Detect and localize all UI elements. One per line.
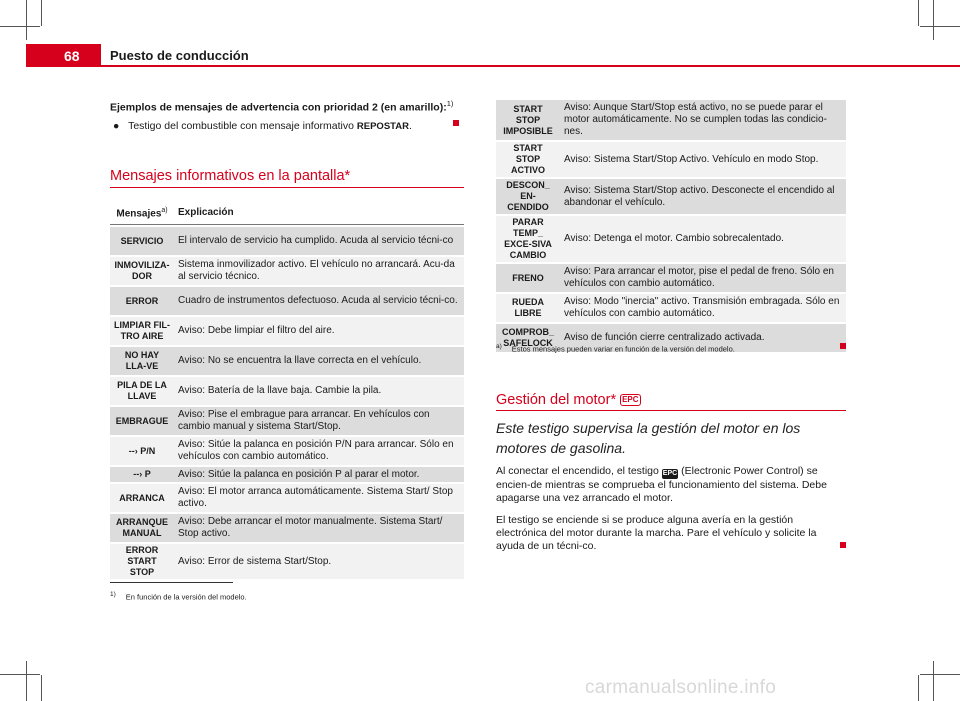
message-code: --› P [110,467,174,482]
message-explanation: Aviso: Aunque Start/Stop está activo, no se puede parar el motor automáticamente. No se cumplen todas las condicio-nes. [560,100,846,140]
message-code: ARRANQUE MANUAL [110,514,174,542]
message-code: --› P/N [110,437,174,465]
col-header-messages: Mensajes$^{a)}$ [110,203,174,225]
crop-mark [0,674,40,675]
table-row [496,294,846,322]
message-explanation: El intervalo de servicio ha cumplido. Acuda al servicio técni-co [174,227,464,255]
end-marker [840,343,846,349]
message-code: START STOP IMPOSIBLE [496,100,560,140]
crop-mark [933,661,934,701]
table-row [496,216,846,262]
engine-paragraph-2: El testigo se enciende si se produce alguna avería en la gestión electrónica del motor durante la marcha. Pare el vehículo y solicite la ayuda de un técni-co. [496,514,817,552]
message-code: PARAR TEMP_ EXCE-SIVA CAMBIO [496,216,560,262]
message-explanation: Aviso: Pise el embrague para arrancar. En vehículos con cambio manual y sistema Start/Stop. [174,407,464,435]
page-footnote: $^{1)}$ En función de la versión del modelo. [110,591,247,602]
table-row [496,142,846,177]
table-row [110,544,464,579]
table-row [496,264,846,292]
crop-mark [918,0,919,26]
message-explanation: Aviso: Error de sistema Start/Stop. [174,544,464,579]
message-explanation: Aviso: El motor arranca automáticamente. Sistema Start/ Stop activo. [174,484,464,512]
warning-examples-heading: Ejemplos de mensajes de advertencia con prioridad 2 (en amarillo):$^{1)}$ [110,99,454,114]
table-row [110,257,464,285]
message-code: INMOVILIZA-DOR [110,257,174,285]
crop-mark [920,674,960,675]
crop-mark [41,0,42,26]
message-explanation: Aviso: No se encuentra la llave correcta en el vehículo. [174,347,464,375]
message-explanation: Aviso: Para arrancar el motor, pise el pedal de freno. Sólo en vehículos con cambio automático. [560,264,846,292]
section-rule [496,410,846,411]
crop-mark [0,26,40,27]
message-explanation: Cuadro de instrumentos defectuoso. Acuda al servicio técni-co. [174,287,464,315]
table-row [110,377,464,405]
message-code: ARRANCA [110,484,174,512]
epc-warning-icon: EPC [662,470,678,477]
table-row [110,467,464,482]
engine-paragraph-1: Al conectar el encendido, el testigo EPC (Electronic Power Control) se encien-de mientras se comprueba el funcionamiento del sistema. Debe apagarse una vez arrancado el motor. [496,465,827,504]
table-row [110,514,464,542]
message-explanation: Aviso: Batería de la llave baja. Cambie la pila. [174,377,464,405]
message-code: ERROR [110,287,174,315]
message-code: ERROR START STOP [110,544,174,579]
crop-mark [26,661,27,701]
message-explanation: Aviso: Sitúe la palanca en posición P al parar el motor. [174,467,464,482]
table-row [496,100,846,140]
message-code: EMBRAGUE [110,407,174,435]
crop-mark [41,675,42,701]
fuel-warning-bullet: ● Testigo del combustible con mensaje informativo REPOSTAR. [113,120,412,132]
message-code: DESCON_ EN-CENDIDO [496,179,560,214]
message-code: SERVICIO [110,227,174,255]
end-marker [453,120,459,126]
crop-mark [918,675,919,701]
message-explanation: Sistema inmovilizador activo. El vehículo no arrancará. Acu-da al servicio técnico. [174,257,464,285]
message-code: PILA DE LA LLAVE [110,377,174,405]
table-row [496,179,846,214]
engine-lead-text: Este testigo supervisa la gestión del motor en los motores de gasolina. [496,420,801,456]
table-row [110,484,464,512]
table-row [110,437,464,465]
message-explanation: Aviso: Debe limpiar el filtro del aire. [174,317,464,345]
messages-table-left [110,201,464,581]
message-code: NO HAY LLA-VE [110,347,174,375]
table-row [110,287,464,315]
messages-table-right [496,98,846,354]
section-title-engine: Gestión del motor* EPC [496,392,639,408]
message-code: START STOP ACTIVO [496,142,560,177]
table-row [110,317,464,345]
message-explanation: Aviso: Sistema Start/Stop activo. Desconecte el encendido al abandonar el vehículo. [560,179,846,214]
message-explanation: Aviso: Detenga el motor. Cambio sobrecalentado. [560,216,846,262]
message-explanation: Aviso: Sistema Start/Stop Activo. Vehículo en modo Stop. [560,142,846,177]
table-row [110,347,464,375]
crop-mark [933,0,934,40]
col-header-explanation: Explicación [174,203,464,225]
message-code: LIMPIAR FIL-TRO AIRE [110,317,174,345]
section-title-info-messages: Mensajes informativos en la pantalla* [110,168,351,184]
section-rule [110,187,464,188]
message-explanation: Aviso: Modo "inercia" activo. Transmisión embragada. Sólo en vehículos con cambio automático. [560,294,846,322]
watermark: carmanualsonline.info [585,677,777,698]
crop-mark [26,0,27,40]
page-number: 68 [26,44,101,67]
crop-mark [920,26,960,27]
footnote-rule [110,582,233,583]
message-code: RUEDA LIBRE [496,294,560,322]
message-explanation: Aviso: Debe arrancar el motor manualmente. Sistema Start/ Stop activo. [174,514,464,542]
message-code: FRENO [496,264,560,292]
header-rule [26,65,960,67]
table-footnote: $^{a)}$ Estos mensajes pueden variar en función de la versión del modelo. [496,343,735,354]
table-row [110,407,464,435]
epc-warning-icon: EPC [622,395,639,404]
table-row [110,227,464,255]
header-title: Puesto de conducción [110,48,249,63]
message-explanation: Aviso de función cierre centralizado activada. [560,324,846,352]
message-explanation: Aviso: Sitúe la palanca en posición P/N para arrancar. Sólo en vehículos con cambio automático. [174,437,464,465]
end-marker [840,542,846,548]
message-code: COMPROB_ SAFELOCK [496,324,560,352]
table-header-row [110,203,464,225]
